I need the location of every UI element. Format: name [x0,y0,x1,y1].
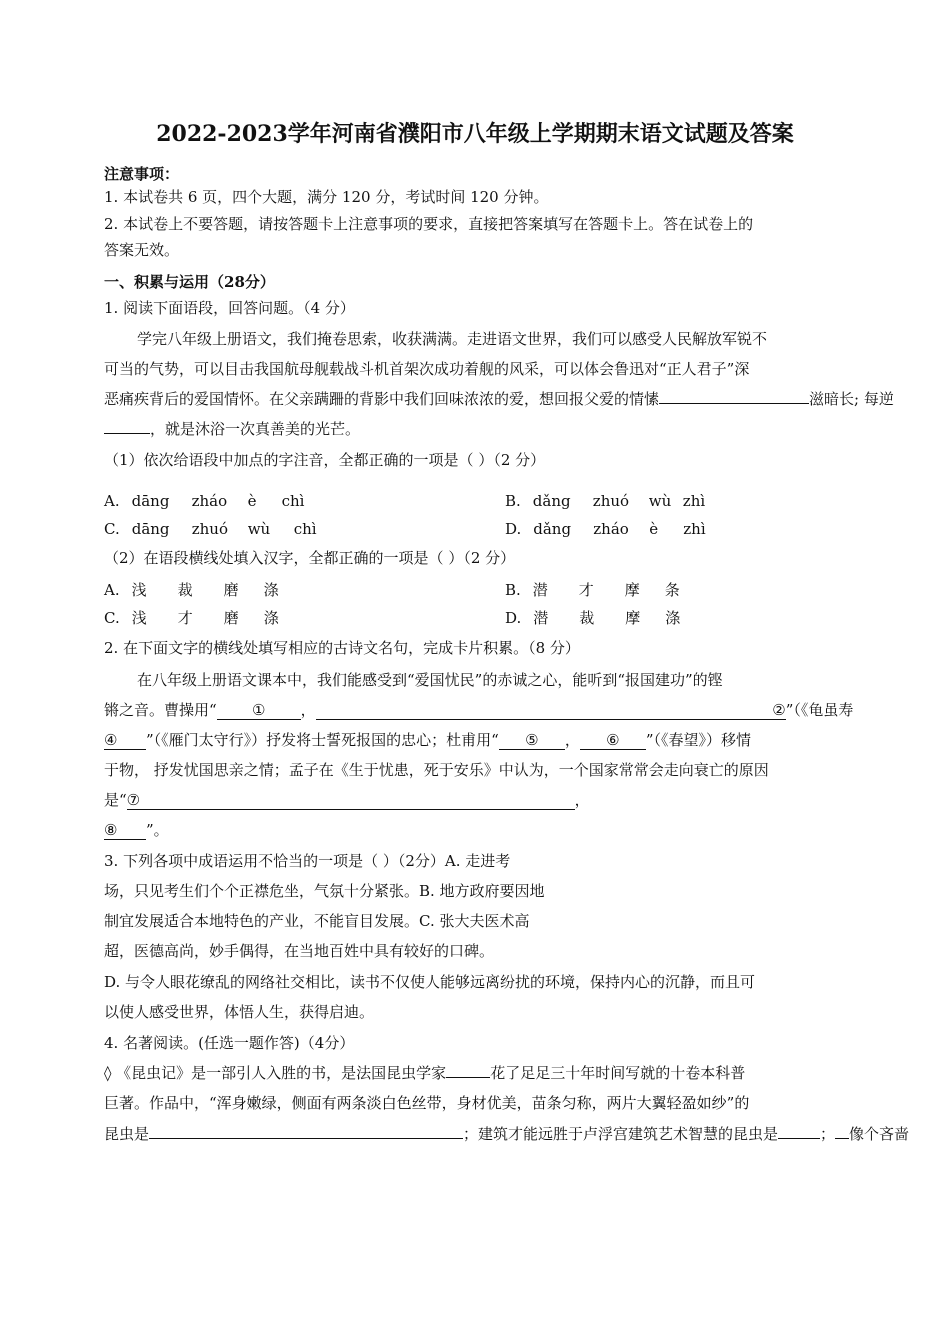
q4-line-2: 巨著。作品中，“浑身嫩绿，侧面有两条淡白色丝带，身材优美，苗条匀称，两片大翼轻盈如纱”的 [104,1094,750,1112]
q4-line-3: 昆虫是 ；建筑才能远胜于卢浮宫建筑艺术智慧的昆虫是 ； 像个吝啬 [104,1125,910,1143]
blank-2: ② [316,701,786,720]
blank [659,403,809,404]
option-b: B. 潜 才 摩 条 [505,581,680,599]
q1-paragraph-line-2: 可当的气势，可以目击我国航母舰载战斗机首架次成功着舰的风采，可以体会鲁迅对“正人君子”深 [104,360,750,378]
blank-4: ④ [104,731,146,750]
blank [778,1138,820,1139]
blank-6: ⑥ [580,731,646,750]
blank [149,1138,463,1139]
notice-item-2: 2. 本试卷上不要答题，请按答题卡上注意事项的要求，直接把答案填写在答题卡上。答在试卷上的 [104,215,754,233]
q1-paragraph-line-1: 学完八年级上册语文，我们掩卷思索，收获满满。走进语文世界，我们可以感受人民解放军锐不 [137,330,768,348]
blank [104,433,150,434]
section-1-heading: 一、积累与运用（28分） [104,273,275,291]
blank-7: ⑦ [127,791,575,810]
q3-line-4: 超，医德高尚，妙手偶得，在当地百姓中具有较好的口碑。 [104,942,495,960]
option-b: B. dǎng zhuó wù zhì [505,492,706,510]
option-a: A. 浅 裁 磨 涤 [104,581,279,599]
q1-stem: 1. 阅读下面语段，回答问题。（4 分） [104,299,355,317]
blank-8: ⑧ [104,821,146,840]
q4-line-1: ◊ 《昆虫记》是一部引人入胜的书，是法国昆虫学家 花了足足三十年时间写就的十卷本科普 [104,1064,746,1082]
q2-line-3: ④ ”（《雁门太守行》）抒发将士誓死报国的忠心；杜甫用“ ⑤ ， ⑥ ”（《春望》）移情 [104,731,752,749]
q1-sub2: （2）在语段横线处填入汉字，全都正确的一项是（ ）（2 分） [104,549,516,567]
q3-line-1: 3. 下列各项中成语运用不恰当的一项是（ ）（2分）A. 走进考 [104,852,511,870]
q3-line-3: 制宜发展适合本地特色的产业，不能盲目发展。C. 张大夫医术高 [104,912,530,930]
q2-line-5: 是“⑦ ， [104,791,590,809]
blank [835,1138,849,1139]
q2-line-2: 锵之音。曹操用“ ① ， ②”（《龟虽寿 [104,701,854,719]
option-d: D. 潜 裁 摩 涤 [505,609,681,627]
notice-item-1: 1. 本试卷共 6 页，四个大题，满分 120 分，考试时间 120 分钟。 [104,188,549,206]
notice-heading: 注意事项： [104,165,180,183]
page-title: 2022-2023学年河南省濮阳市八年级上学期期末语文试题及答案 [156,121,794,147]
q1-paragraph-line-3: 恶痛疾背后的爱国情怀。在父亲蹒跚的背影中我们回味浓浓的爱，想回报父爱的情愫 滋暗长; 每逆 [104,390,894,408]
q2-stem: 2. 在下面文字的横线处填写相应的古诗文名句，完成卡片积累。（8 分） [104,639,580,657]
q2-line-1: 在八年级上册语文课本中，我们能感受到“爱国忧民”的赤诚之心，能听到“报国建功”的铿 [137,671,723,689]
q2-line-6: ⑧ ”。 [104,821,169,839]
blank [446,1077,490,1078]
q3-line-5: D. 与令人眼花缭乱的网络社交相比，读书不仅使人能够远离纷扰的环境，保持内心的沉静，而且可 [104,973,756,991]
q1-sub1: （1）依次给语段中加点的字注音，全都正确的一项是（ ）（2 分） [104,451,546,469]
option-d: D. dǎng zháo è zhì [505,520,706,538]
blank-5: ⑤ [499,731,565,750]
option-c: C. 浅 才 磨 涤 [104,609,279,627]
notice-item-2-cont: 答案无效。 [104,241,180,259]
q3-line-2: 场，只见考生们个个正襟危坐，气氛十分紧张。B. 地方政府要因地 [104,882,545,900]
option-a: A. dāng zháo è chì [104,492,305,510]
q3-line-6: 以使人感受世界，体悟人生，获得启迪。 [104,1003,375,1021]
q2-line-4: 于物， 抒发忧国思亲之情；孟子在《生于忧患，死于安乐》中认为，一个国家常常会走向衰亡的原因 [104,761,769,779]
q1-paragraph-line-4: ，就是沐浴一次真善美的光芒。 [104,419,360,439]
q4-stem: 4. 名著阅读。(任选一题作答)（4分） [104,1034,355,1052]
option-c: C. dāng zhuó wù chì [104,520,317,538]
blank-1: ① [217,701,301,720]
